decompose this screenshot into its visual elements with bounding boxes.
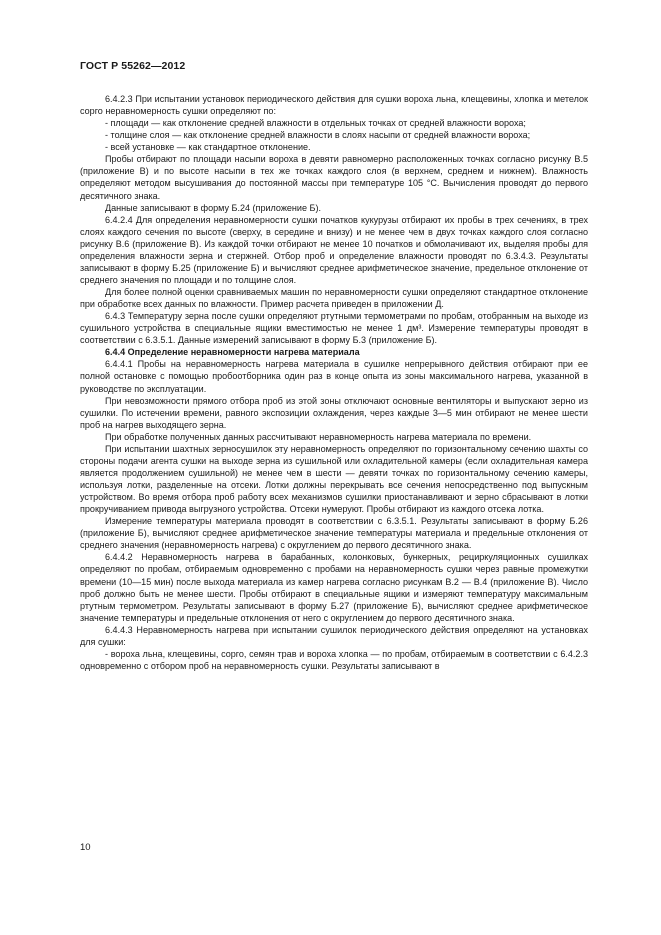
list-item-flax-heap: - вороха льна, клещевины, сорго, семян трав и вороха хлопка — по пробам, отбираемым в соответствии с 6.4.2.3 одновременно с отбором проб на неравномерность сушки. Результаты записывают в (80, 648, 588, 671)
paragraph-6-4-3: 6.4.3 Температуру зерна после сушки определяют ртутными термометрами по пробам, отобранным на выходе из сушильного устройства в специальные ящики вместимостью не менее 1 дм³. Измерение температуры проводят в соответствии с 6.3.5.1. Данные измерений записывают в форму Б.3 (приложение Б). (80, 311, 588, 346)
standard-header: ГОСТ Р 55262—2012 (80, 60, 186, 72)
paragraph-temperature-measurement: Измерение температуры материала проводят в соответствии с 6.3.5.1. Результаты записывают в форму Б.26 (приложение Б), вычисляют среднее арифметическое значение температуры материала и предельные отклонения от среднего значения (неравномерность нагрева) с округлением до первого десятичного знака. (80, 516, 588, 551)
paragraph-6-4-4-2: 6.4.4.2 Неравномерность нагрева в барабанных, колонковых, бункерных, рециркуляционных сушилках определяют по пробам, отбираемым одновременно с пробами на неравномерность сушки через равные промежутки времени (10—15 мин) после выхода материала из камер нагрева согласно рисункам В.2 — В.4 (приложение В). Число проб должно быть не менее шести. Пробы отбирают в специальные ящики и измеряют температуру максимальным ртутным термометром. Результаты записывают в форму Б.27 (приложение Б), вычисляют среднее арифметическое значение температуры и предельные отклонения от него с округлением до первого десятичного знака. (80, 552, 588, 623)
body-text (80, 93, 588, 672)
list-item-area: - площади — как отклонение средней влажности в отдельных точках от средней влажности вороха; (105, 118, 526, 129)
page-number: 10 (80, 842, 91, 853)
paragraph-6-4-2-4: 6.4.2.4 Для определения неравномерности сушки початков кукурузы отбирают их пробы в трех сечениях, в трех слоях каждого сечения по высоте (сверху, в середине и внизу) и не менее чем в двух точках каждого слоя согласно рисунку В.6 (приложение В). Из каждой точки отбирают не менее 10 початков и обмолачивают их, выделяя пробы для определения влажности зерна и стержней. Отбор проб и определение влажности проводят по 6.3.4.3. Результаты записывают в форму Б.25 (приложение Б) и вычисляют среднее арифметическое значение, предельное отклонение от среднего значения по площади и по толщине слоя. (80, 214, 588, 285)
list-item-whole-unit: - всей установке — как стандартное отклонение. (105, 142, 311, 153)
paragraph-6-4-4-3: 6.4.4.3 Неравномерность нагрева при испытании сушилок периодического действия определяют на установках для сушки: (80, 624, 588, 647)
paragraph-time-unevenness: При обработке полученных данных рассчитывают неравномерность нагрева материала по времени. (105, 431, 532, 442)
list-item-thickness: - толщине слоя — как отклонение средней влажности в слоях насыпи от средней влажности вороха; (105, 130, 531, 141)
paragraph-6-4-2-3: 6.4.2.3 При испытании установок периодического действия для сушки вороха льна, клещевины, хлопка и метелок сорго неравномерность сушки определяют по: (80, 94, 588, 117)
paragraph-form-b24: Данные записывают в форму Б.24 (приложение Б). (105, 202, 321, 213)
paragraph-shaft-dryers: При испытании шахтных зерносушилок эту неравномерность определяют по горизонтальному сечению шахты со стороны подачи агента сушки на выходе зерна из сушильной или охладительной камеры (если охладительная камера является продолжением сушильной) не менее чем в шести — девяти точках по горизонтальному сечению камеры, используя лотки, разделенные на отсеки. Лотки должны перекрывать все сечения непосредственно под выпускным устройством. Во время отбора проб работу всех механизмов сушилки приостанавливают и зерно сбрасывают в лотки прокручиванием привода выгрузного устройства. Отсеки нумеруют. Пробы отбирают из каждого отсека лотка. (80, 443, 588, 515)
paragraph-direct-sampling: При невозможности прямого отбора проб из этой зоны отключают основные вентиляторы и выпускают зерно из сушилки. По истечении времени, равного экспозиции охлаждения, через каждые 3—5 мин отбирают не менее шести проб на нагрев выходящего зерна. (80, 395, 588, 430)
section-heading-6-4-4: 6.4.4 Определение неравномерности нагрева материала (105, 347, 360, 358)
paragraph-standard-deviation: Для более полной оценки сравниваемых машин по неравномерности сушки определяют стандартное отклонение при обработке всех данных по влажности. Пример расчета приведен в приложении Д. (80, 287, 588, 310)
paragraph-sampling: Пробы отбирают по площади насыпи вороха в девяти равномерно расположенных точках согласно рисунку В.5 (приложение В) и по высоте насыпи в тех же точках каждого слоя (в верхнем, среднем и нижнем). Влажность определяют методом высушивания до постоянной массы при температуре 105 °С. Вычисления проводят до первого десятичного знака. (80, 154, 588, 201)
paragraph-6-4-4-1: 6.4.4.1 Пробы на неравномерность нагрева материала в сушилке непрерывного действия отбирают при ее полной остановке с помощью пробоотборника один раз в конце опыта из зоны максимального нагрева, указанной в руководстве по эксплуатации. (80, 359, 588, 394)
